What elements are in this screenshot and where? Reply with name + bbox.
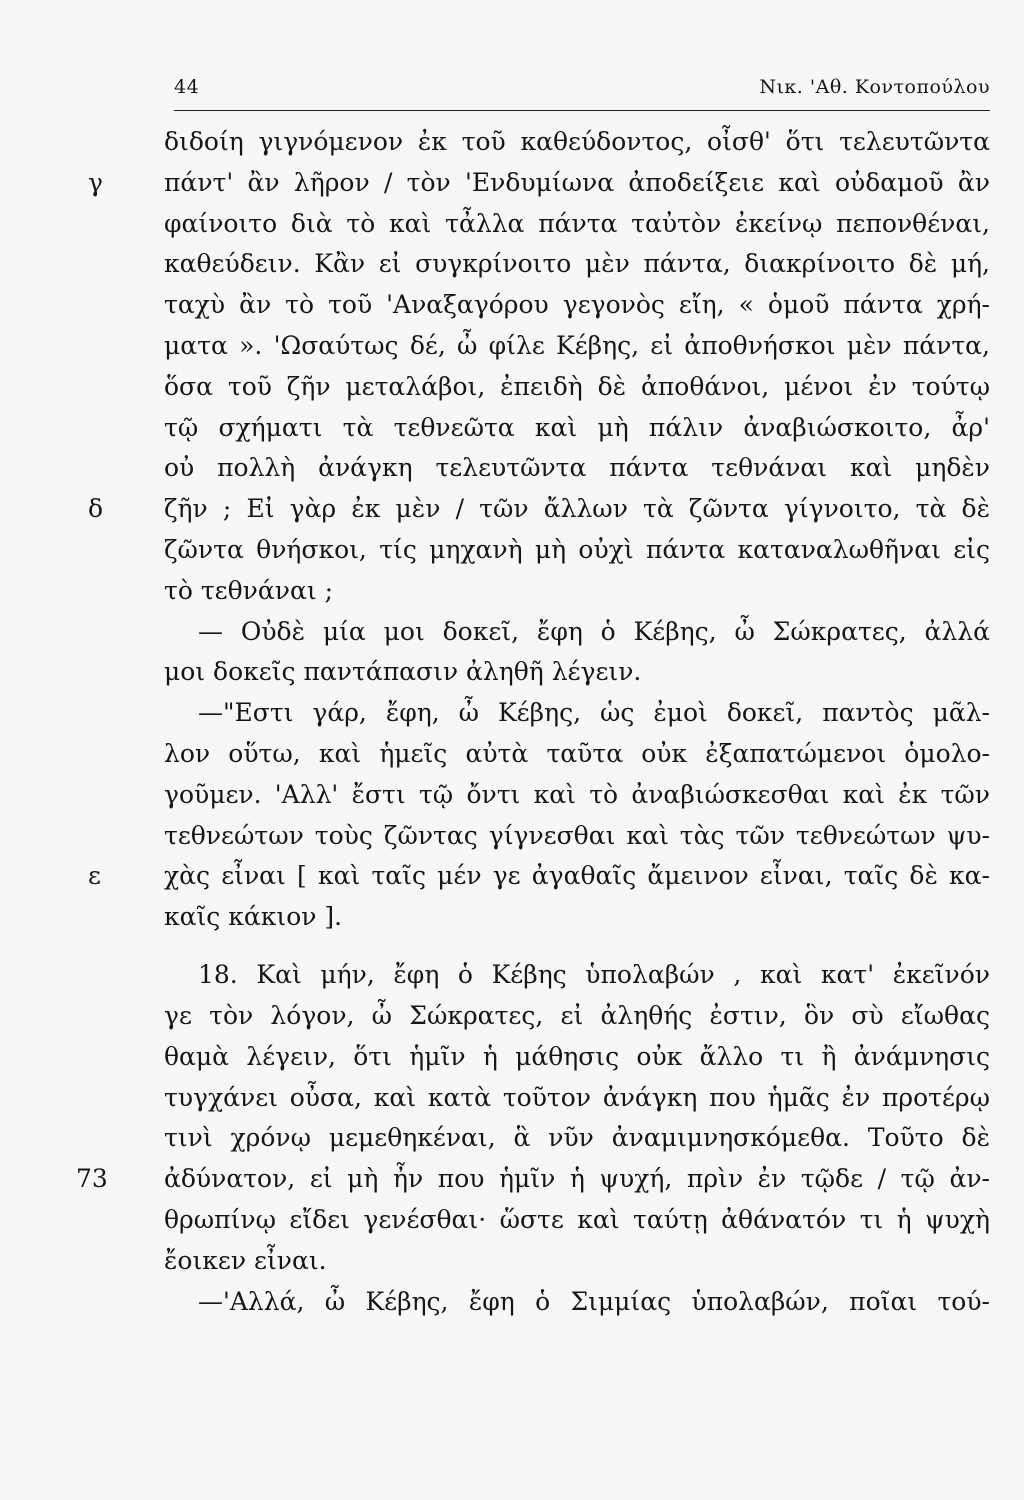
line-text: τῷ σχήματι τὰ τεθνεῶτα καὶ μὴ πάλιν ἀναβιώσκοιτο, ἆρ': [164, 412, 990, 442]
text-line: [0, 1159, 1024, 1200]
text-line: [0, 612, 1024, 653]
line-text: χὰς εἶναι [ καὶ ταῖς μέν γε ἀγαθαῖς ἄμεινον εἶναι, ταῖς δὲ κα-: [164, 861, 990, 891]
line-text: ζῶντα θνήσκοι, τίς μηχανὴ μὴ οὐχὶ πάντα καταναλωθῆναι εἰς: [164, 534, 990, 564]
line-text: 18. Καὶ μήν, ἔφη ὁ Κέβης ὑπολαβών , καὶ κατ' ἐκεῖνόν: [198, 960, 990, 990]
text-line: [0, 530, 1024, 571]
line-text: —"Εστι γάρ, ἔφη, ὦ Κέβης, ὡς ἐμοὶ δοκεῖ, παντὸς μᾶλ-: [198, 698, 990, 728]
line-text: τινὶ χρόνῳ μεμεθηκέναι, ἃ νῦν ἀναμιμνησκόμεθα. Τοῦτο δὲ: [164, 1123, 990, 1153]
line-text: ζῆν ; Εἰ γὰρ ἐκ μὲν / τῶν ἄλλων τὰ ζῶντα γίγνοιτο, τὰ δὲ: [164, 494, 990, 524]
line-text: καῖς κάκιον ].: [164, 902, 343, 932]
text-line: [0, 448, 1024, 489]
line-text: ταχὺ ἂν τὸ τοῦ 'Αναξαγόρου γεγονὸς εἴη, « ὁμοῦ πάντα χρή-: [164, 290, 990, 320]
line-text: φαίνοιτο διὰ τὸ καὶ τἆλλα πάντα ταὐτὸν ἐκείνῳ πεπονθέναι,: [164, 208, 990, 238]
line-text: ἔοικεν εἶναι.: [164, 1245, 327, 1275]
text-line: [0, 816, 1024, 857]
text-line: [0, 571, 1024, 612]
text-line: [0, 693, 1024, 734]
text-line: [0, 734, 1024, 775]
text-line: [0, 1118, 1024, 1159]
text-line: [0, 955, 1024, 996]
text-line: [0, 285, 1024, 326]
text-line: [0, 204, 1024, 245]
margin-marker: ε: [88, 861, 101, 891]
margin-marker: 73: [76, 1164, 108, 1194]
text-line: [0, 1200, 1024, 1241]
margin-marker: γ: [88, 167, 103, 197]
line-text: ἀδύνατον, εἰ μὴ ἦν που ἡμῖν ἡ ψυχή, πρὶν ἐν τῷδε / τῷ ἀν-: [164, 1164, 990, 1194]
text-line: [0, 244, 1024, 285]
line-text: τεθνεώτων τοὺς ζῶντας γίγνεσθαι καὶ τὰς τῶν τεθνεώτων ψυ-: [164, 820, 990, 850]
line-text: θαμὰ λέγειν, ὅτι ἡμῖν ἡ μάθησις οὐκ ἄλλο τι ἢ ἀνάμνησις: [164, 1041, 990, 1071]
text-line: [0, 996, 1024, 1037]
text-line: [0, 122, 1024, 163]
text-line: [0, 1037, 1024, 1078]
line-text: μοι δοκεῖς παντάπασιν ἀληθῆ λέγειν.: [164, 657, 642, 687]
page-number: 44: [174, 76, 200, 98]
line-text: γε τὸν λόγον, ὦ Σώκρατες, εἰ ἀληθής ἐστιν, ὃν σὺ εἴωθας: [164, 1000, 990, 1030]
text-line: [0, 163, 1024, 204]
text-line: [0, 652, 1024, 693]
text-line: [0, 489, 1024, 530]
running-title: Νικ. 'Αθ. Κοντοπούλου: [759, 76, 990, 98]
line-text: τὸ τεθνάναι ;: [164, 575, 333, 605]
text-line: [0, 1078, 1024, 1119]
text-line: [0, 897, 1024, 955]
line-text: — Οὐδὲ μία μοι δοκεῖ, ἔφη ὁ Κέβης, ὦ Σώκρατες, ἀλλά: [198, 616, 990, 646]
line-text: διδοίη γιγνόμενον ἐκ τοῦ καθεύδοντος, οἶσθ' ὅτι τελευτῶντα: [164, 127, 990, 156]
margin-marker: δ: [88, 494, 104, 524]
text-line: [0, 856, 1024, 897]
line-text: θρωπίνῳ εἴδει γενέσθαι· ὥστε καὶ ταύτῃ ἀθάνατόν τι ἡ ψυχὴ: [164, 1204, 990, 1234]
text-line: [0, 775, 1024, 816]
line-text: ματα ». 'Ωσαύτως δέ, ὦ φίλε Κέβης, εἰ ἀποθνήσκοι μὲν πάντα,: [164, 330, 990, 360]
line-text: —'Αλλά, ὦ Κέβης, ἔφη ὁ Σιμμίας ὑπολαβών, ποῖαι τού-: [198, 1286, 990, 1316]
line-text: ὅσα τοῦ ζῆν μεταλάβοι, ἐπειδὴ δὲ ἀποθάνοι, μένοι ἐν τούτῳ: [164, 371, 990, 401]
line-text: καθεύδειν. Κἂν εἰ συγκρίνοιτο μὲν πάντα, διακρίνοιτο δὲ μή,: [164, 249, 990, 279]
text-line: [0, 408, 1024, 449]
line-text: γοῦμεν. 'Αλλ' ἔστι τῷ ὄντι καὶ τὸ ἀναβιώσκεσθαι καὶ ἐκ τῶν: [164, 779, 990, 809]
text-line: [0, 1282, 1024, 1323]
text-line: [0, 1241, 1024, 1282]
line-text: οὐ πολλὴ ἀνάγκη τελευτῶντα πάντα τεθνάναι καὶ μηδὲν: [164, 453, 990, 483]
line-text: τυγχάνει οὖσα, καὶ κατὰ τοῦτον ἀνάγκη που ἡμᾶς ἐν προτέρῳ: [164, 1082, 990, 1112]
line-text: πάντ' ἂν λῆρον / τὸν 'Ενδυμίωνα ἀποδείξειε καὶ οὐδαμοῦ ἂν: [164, 167, 990, 197]
running-head: [174, 76, 990, 102]
body-text: [0, 122, 1024, 1322]
text-line: [0, 326, 1024, 367]
header-rule: [174, 110, 990, 111]
text-line: [0, 367, 1024, 408]
line-text: λον οὕτω, καὶ ἡμεῖς αὐτὰ ταῦτα οὐκ ἐξαπατώμενοι ὁμολο-: [164, 738, 990, 768]
